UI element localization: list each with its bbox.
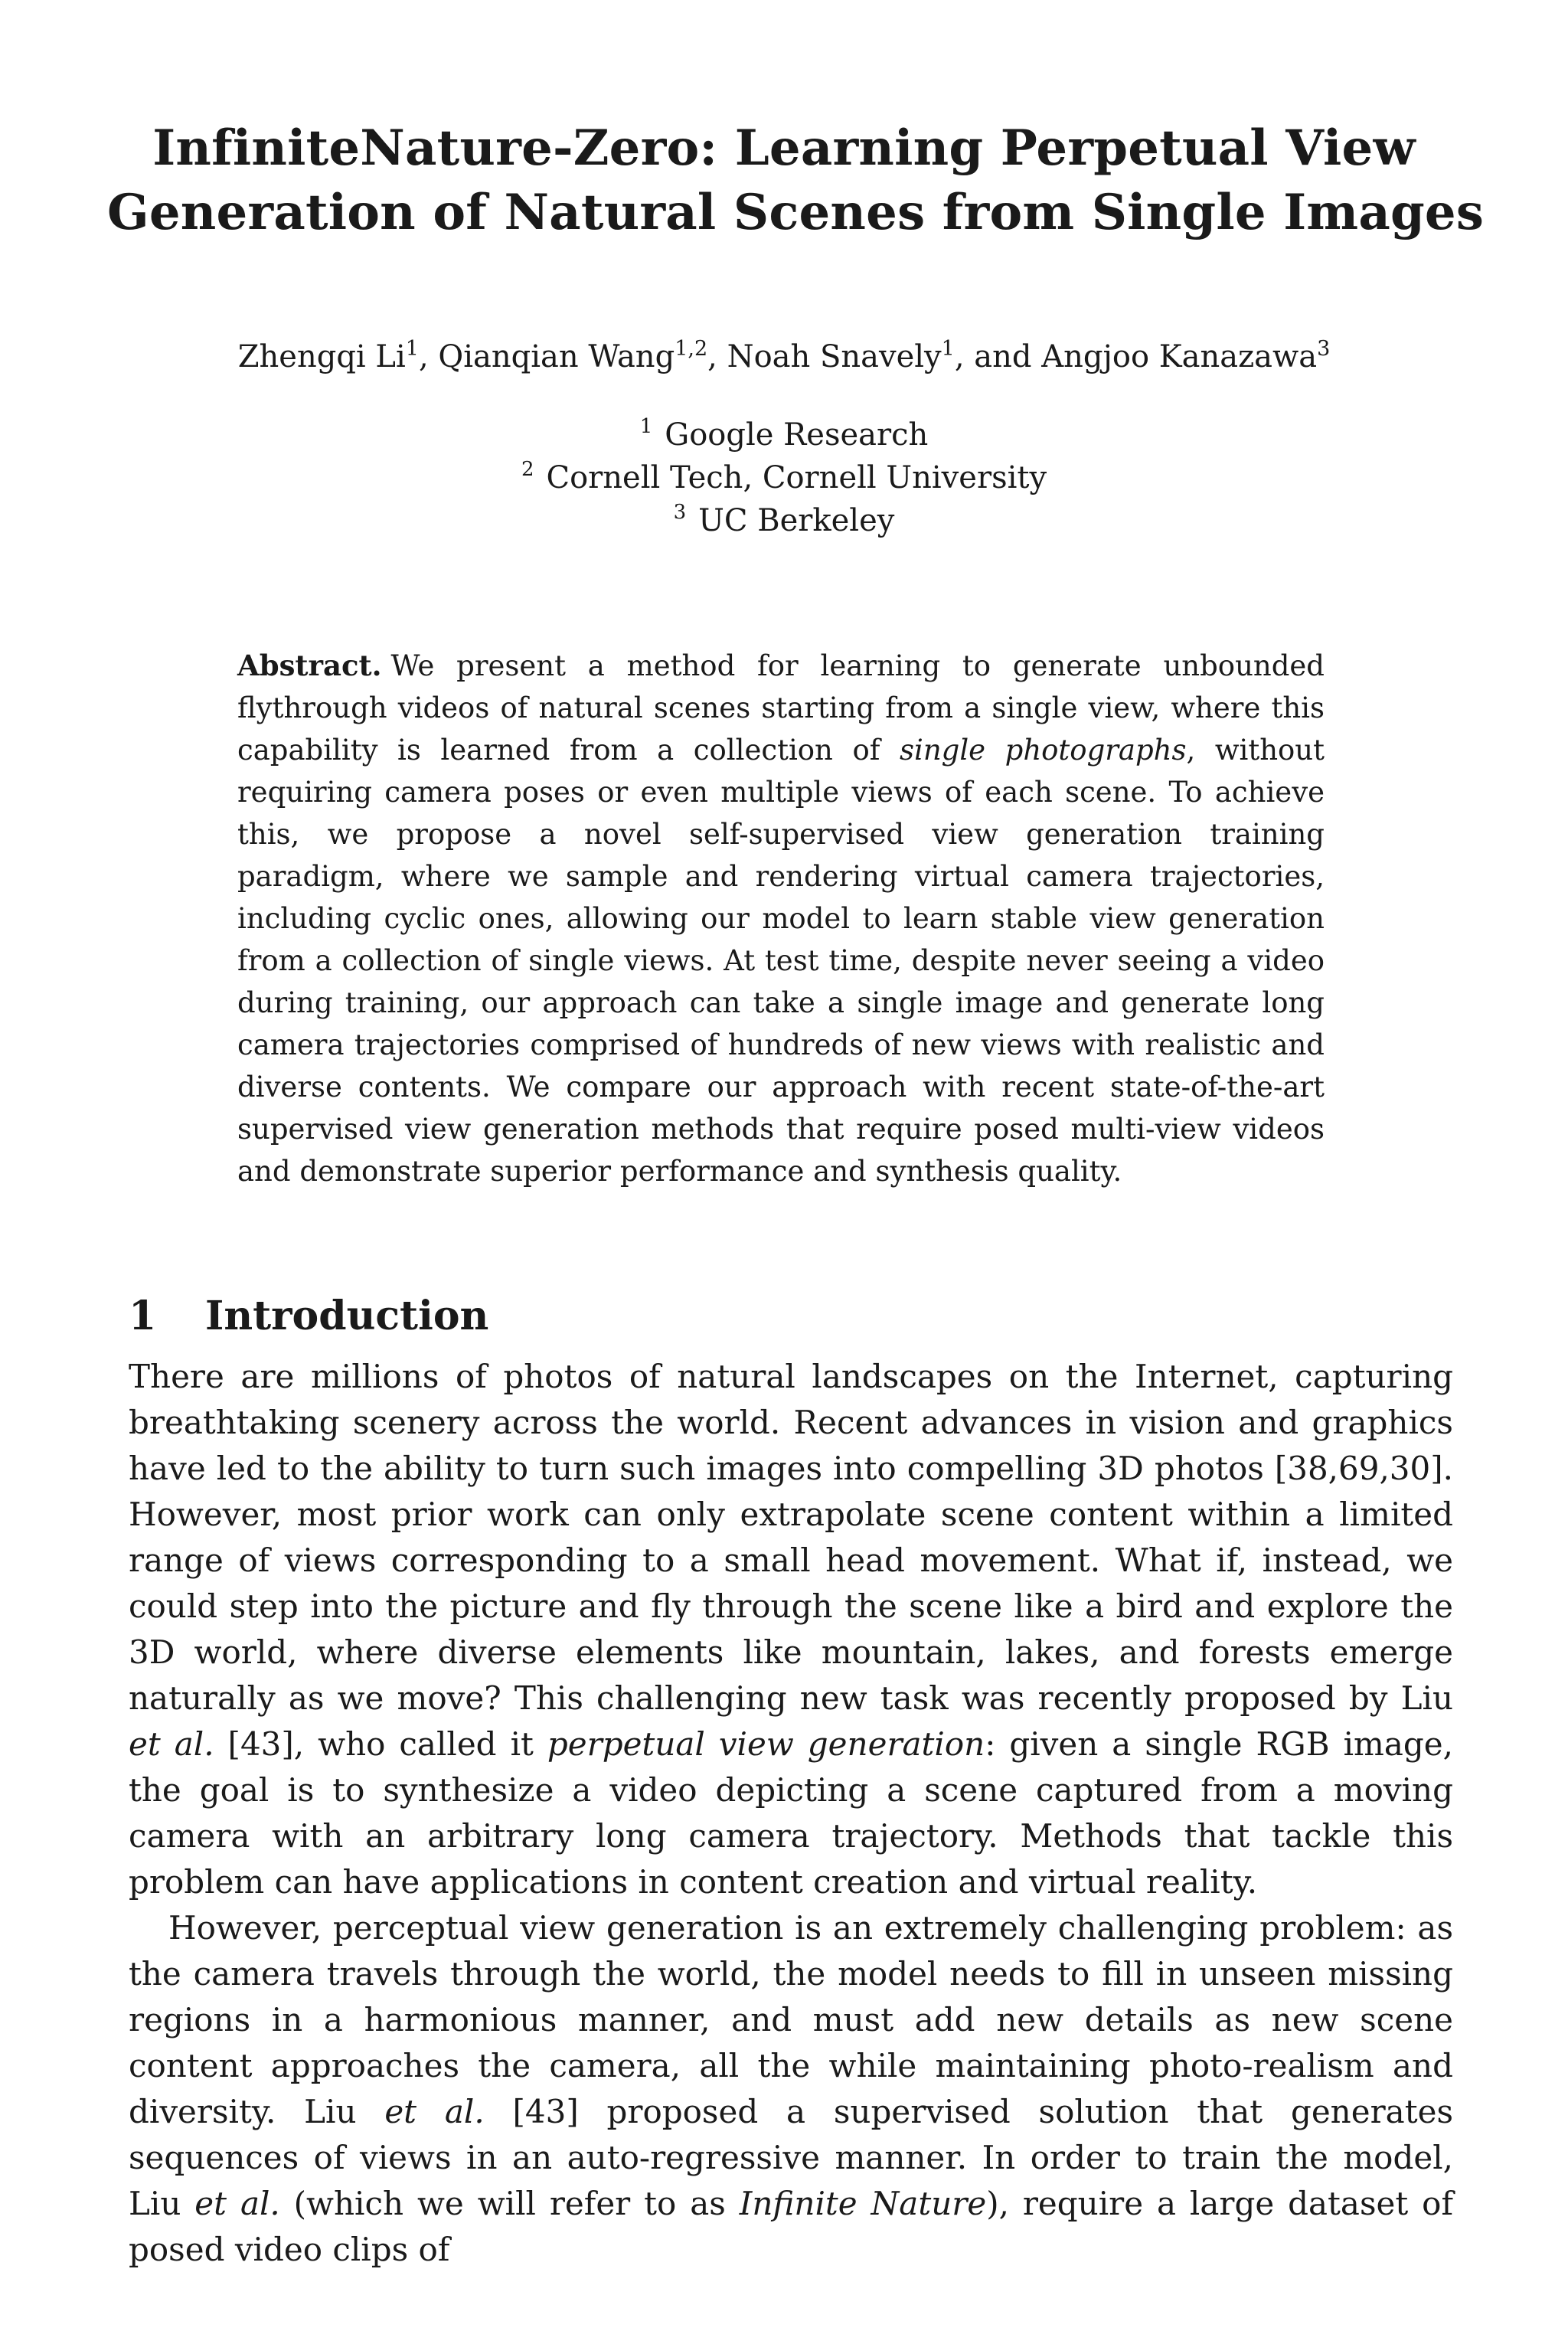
text-run: (which we will refer to as	[279, 2185, 740, 2222]
section-number: 1	[129, 1293, 157, 1340]
emphasis-run: Infinite Nature	[739, 2185, 987, 2222]
paragraph	[129, 1905, 1453, 2273]
author-name: Noah Snavely	[727, 339, 942, 374]
author-separator: ,	[418, 339, 439, 374]
emphasis-run: et al.	[194, 2185, 280, 2222]
abstract-label: Abstract.	[237, 649, 382, 682]
paper-title	[107, 116, 1485, 245]
author-affil-mark: 3	[1317, 337, 1331, 361]
author-separator: ,	[707, 339, 727, 374]
affiliation-line	[107, 456, 1461, 499]
abstract-text	[237, 649, 1325, 1188]
affiliation-name: UC Berkeley	[698, 503, 895, 538]
author-name: Zhengqi Li	[237, 339, 406, 374]
author-separator: , and	[954, 339, 1042, 374]
title-line-1: InfiniteNature-Zero: Learning Perpetual View	[152, 119, 1416, 177]
author-affil-mark: 1,2	[675, 337, 708, 361]
affiliation-mark: 2	[521, 458, 534, 482]
text-run: However, perceptual view generation is an extremely challenging problem: as the camera travels through the world, the model needs to fill in unseen missing regions in a harmonious manner, and must add new details as new scene content approaches the camera, all the while maintaining photo-realism and diversity. Liu	[129, 1909, 1453, 2130]
text-run: [43] proposed a supervised solution that generates sequences of views in an auto-regressive manner. In order to train the model, Liu	[129, 2093, 1453, 2222]
section-title: Introduction	[205, 1293, 489, 1340]
text-run: : given a single RGB image, the goal is to synthesize a video depicting a scene captured from a moving camera with an arbitrary long camera trajectory. Methods that tackle this problem can have applications in content creation and virtual reality.	[129, 1725, 1453, 1901]
affiliation-line	[107, 414, 1461, 456]
author-name: Angjoo Kanazawa	[1041, 339, 1318, 374]
title-line-2: Generation of Natural Scenes from Single Images	[107, 184, 1485, 241]
body-text	[129, 1354, 1453, 2273]
emphasis-run: perpetual view generation	[547, 1725, 985, 1763]
affiliation-list	[107, 414, 1461, 542]
section-heading	[129, 1289, 488, 1344]
text-run: , without requiring camera poses or even multiple views of each scene. To achieve this, we propose a novel self-supervised view generation training paradigm, where we sample and rendering virtual camera trajectories, including cyclic ones, allowing our model to learn stable view generation from a collection of single views. At test time, despite never seeing a video during training, our approach can take a single image and generate long camera trajectories comprised of hundreds of new views with realistic and diverse contents. We compare our approach with recent state-of-the-art supervised view generation methods that require posed multi-view videos and demonstrate superior performance and synthesis quality.	[237, 734, 1325, 1188]
affiliation-mark: 3	[673, 501, 687, 525]
affiliation-name: Google Research	[665, 417, 929, 453]
text-run: [43], who called it	[214, 1725, 547, 1763]
author-list	[107, 335, 1461, 378]
text-run: We present a method for learning to generate unbounded flythrough videos of natural scenes starting from a single view, where this capability is learned from a collection of	[237, 649, 1325, 767]
author-name: Qianqian Wang	[438, 339, 675, 374]
affiliation-line	[107, 499, 1461, 542]
paragraph	[129, 1354, 1453, 1905]
affiliation-mark: 1	[639, 415, 653, 439]
emphasis-run: et al.	[384, 2093, 485, 2130]
abstract	[237, 645, 1325, 1192]
emphasis-run: et al.	[129, 1725, 214, 1763]
author-affil-mark: 1	[405, 337, 419, 361]
author-affil-mark: 1	[941, 337, 955, 361]
text-run: ), require a large dataset of posed video clips of	[129, 2185, 1453, 2268]
affiliation-name: Cornell Tech, Cornell University	[546, 460, 1047, 495]
emphasis-run: single photographs	[900, 734, 1187, 767]
text-run: There are millions of photos of natural landscapes on the Internet, capturing breathtaking scenery across the world. Recent advances in vision and graphics have led to the ability to turn such images into compelling 3D photos [38,69,30]. However, most prior work can only extrapolate scene content within a limited range of views corresponding to a small head movement. What if, instead, we could step into the picture and fly through the scene like a bird and explore the 3D world, where diverse elements like mountain, lakes, and forests emerge naturally as we move? This challenging new task was recently proposed by Liu	[129, 1358, 1453, 1717]
